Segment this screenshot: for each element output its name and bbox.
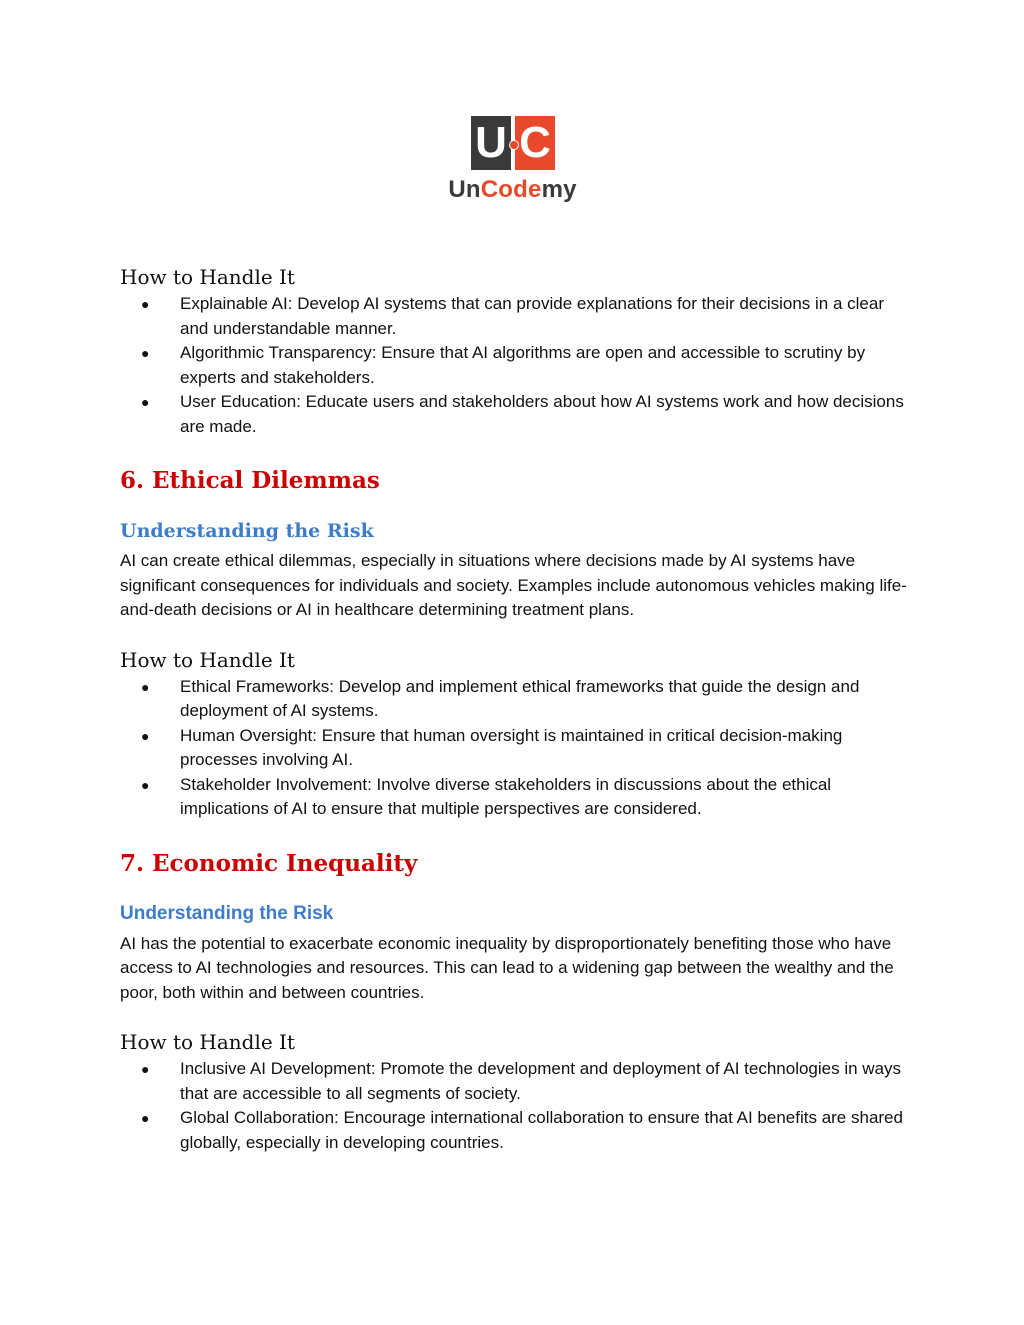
list-item-text: Human Oversight: Ensure that human oversight is maintained in critical decision-making processes involving AI.: [180, 725, 843, 769]
logo-dot-icon: [509, 140, 519, 150]
list-item: [120, 675, 910, 724]
section-title-7: 7. Economic Inequality: [120, 849, 418, 877]
document-content: [120, 262, 910, 1155]
uncodemy-logo: [445, 116, 580, 208]
list-item: [120, 1106, 910, 1155]
handle-heading-6: How to Handle It: [120, 647, 295, 672]
logo-wordmark: [445, 176, 580, 204]
logo-word-part2: Code: [480, 176, 542, 203]
bullet-list-6: [120, 675, 910, 822]
handle-heading-7: How to Handle It: [120, 1030, 295, 1054]
list-item-text: Global Collaboration: Encourage international collaboration to ensure that AI benefits are shared globally, especially in developing countries.: [180, 1108, 903, 1152]
list-item-text: Explainable AI: Develop AI systems that can provide explanations for their decisions in a clear and understandable manner.: [180, 294, 884, 338]
risk-text-6: AI can create ethical dilemmas, especially in situations where decisions made by AI systems have significant consequences for individuals and society. Examples include autonomous vehicles making life-and-death decisions or AI in healthcare determining treatment plans.: [120, 551, 907, 619]
bullet-icon: ●: [141, 394, 150, 410]
bullet-icon: ●: [141, 1110, 150, 1126]
risk-text-7: AI has the potential to exacerbate economic inequality by disproportionately benefiting those who have access to AI technologies and resources. This can lead to a widening gap between the wealthy and the poor, both within and between countries.: [120, 933, 894, 1002]
bullet-icon: ●: [141, 296, 150, 312]
bullet-list-block1: [120, 292, 910, 439]
list-item: [120, 390, 910, 439]
risk-heading-6: Understanding the Risk: [120, 520, 374, 542]
list-item-text: Inclusive AI Development: Promote the development and deployment of AI technologies in ways that are accessible to all segments of society.: [180, 1059, 902, 1103]
risk-heading-7: Understanding the Risk: [120, 902, 334, 924]
list-item: [120, 292, 910, 341]
list-item: [120, 773, 910, 822]
list-item: [120, 1057, 910, 1106]
logo-word-part1: Un: [448, 176, 481, 203]
list-item: [120, 724, 910, 773]
logo-mark-left: U: [471, 116, 511, 170]
logo-mark: [471, 116, 555, 172]
bullet-icon: ●: [141, 345, 150, 361]
list-item-text: User Education: Educate users and stakeholders about how AI systems work and how decisions are made.: [180, 392, 904, 436]
logo-mark-right: C: [515, 116, 555, 170]
handle-heading-block1: How to Handle It: [120, 265, 295, 289]
list-item-text: Stakeholder Involvement: Involve diverse stakeholders in discussions about the ethical implications of AI to ensure that multiple perspectives are considered.: [180, 774, 832, 818]
bullet-icon: ●: [141, 1061, 150, 1077]
logo-word-part3: my: [541, 176, 577, 203]
list-item-text: Ethical Frameworks: Develop and implement ethical frameworks that guide the design and deployment of AI systems.: [180, 676, 860, 720]
bullet-icon: ●: [141, 727, 150, 744]
section-title-6: 6. Ethical Dilemmas: [120, 467, 380, 494]
list-item-text: Algorithmic Transparency: Ensure that AI algorithms are open and accessible to scrutiny by experts and stakeholders.: [180, 343, 866, 387]
bullet-list-7: [120, 1057, 910, 1155]
bullet-icon: ●: [141, 678, 150, 695]
list-item: [120, 341, 910, 390]
bullet-icon: ●: [141, 776, 150, 793]
